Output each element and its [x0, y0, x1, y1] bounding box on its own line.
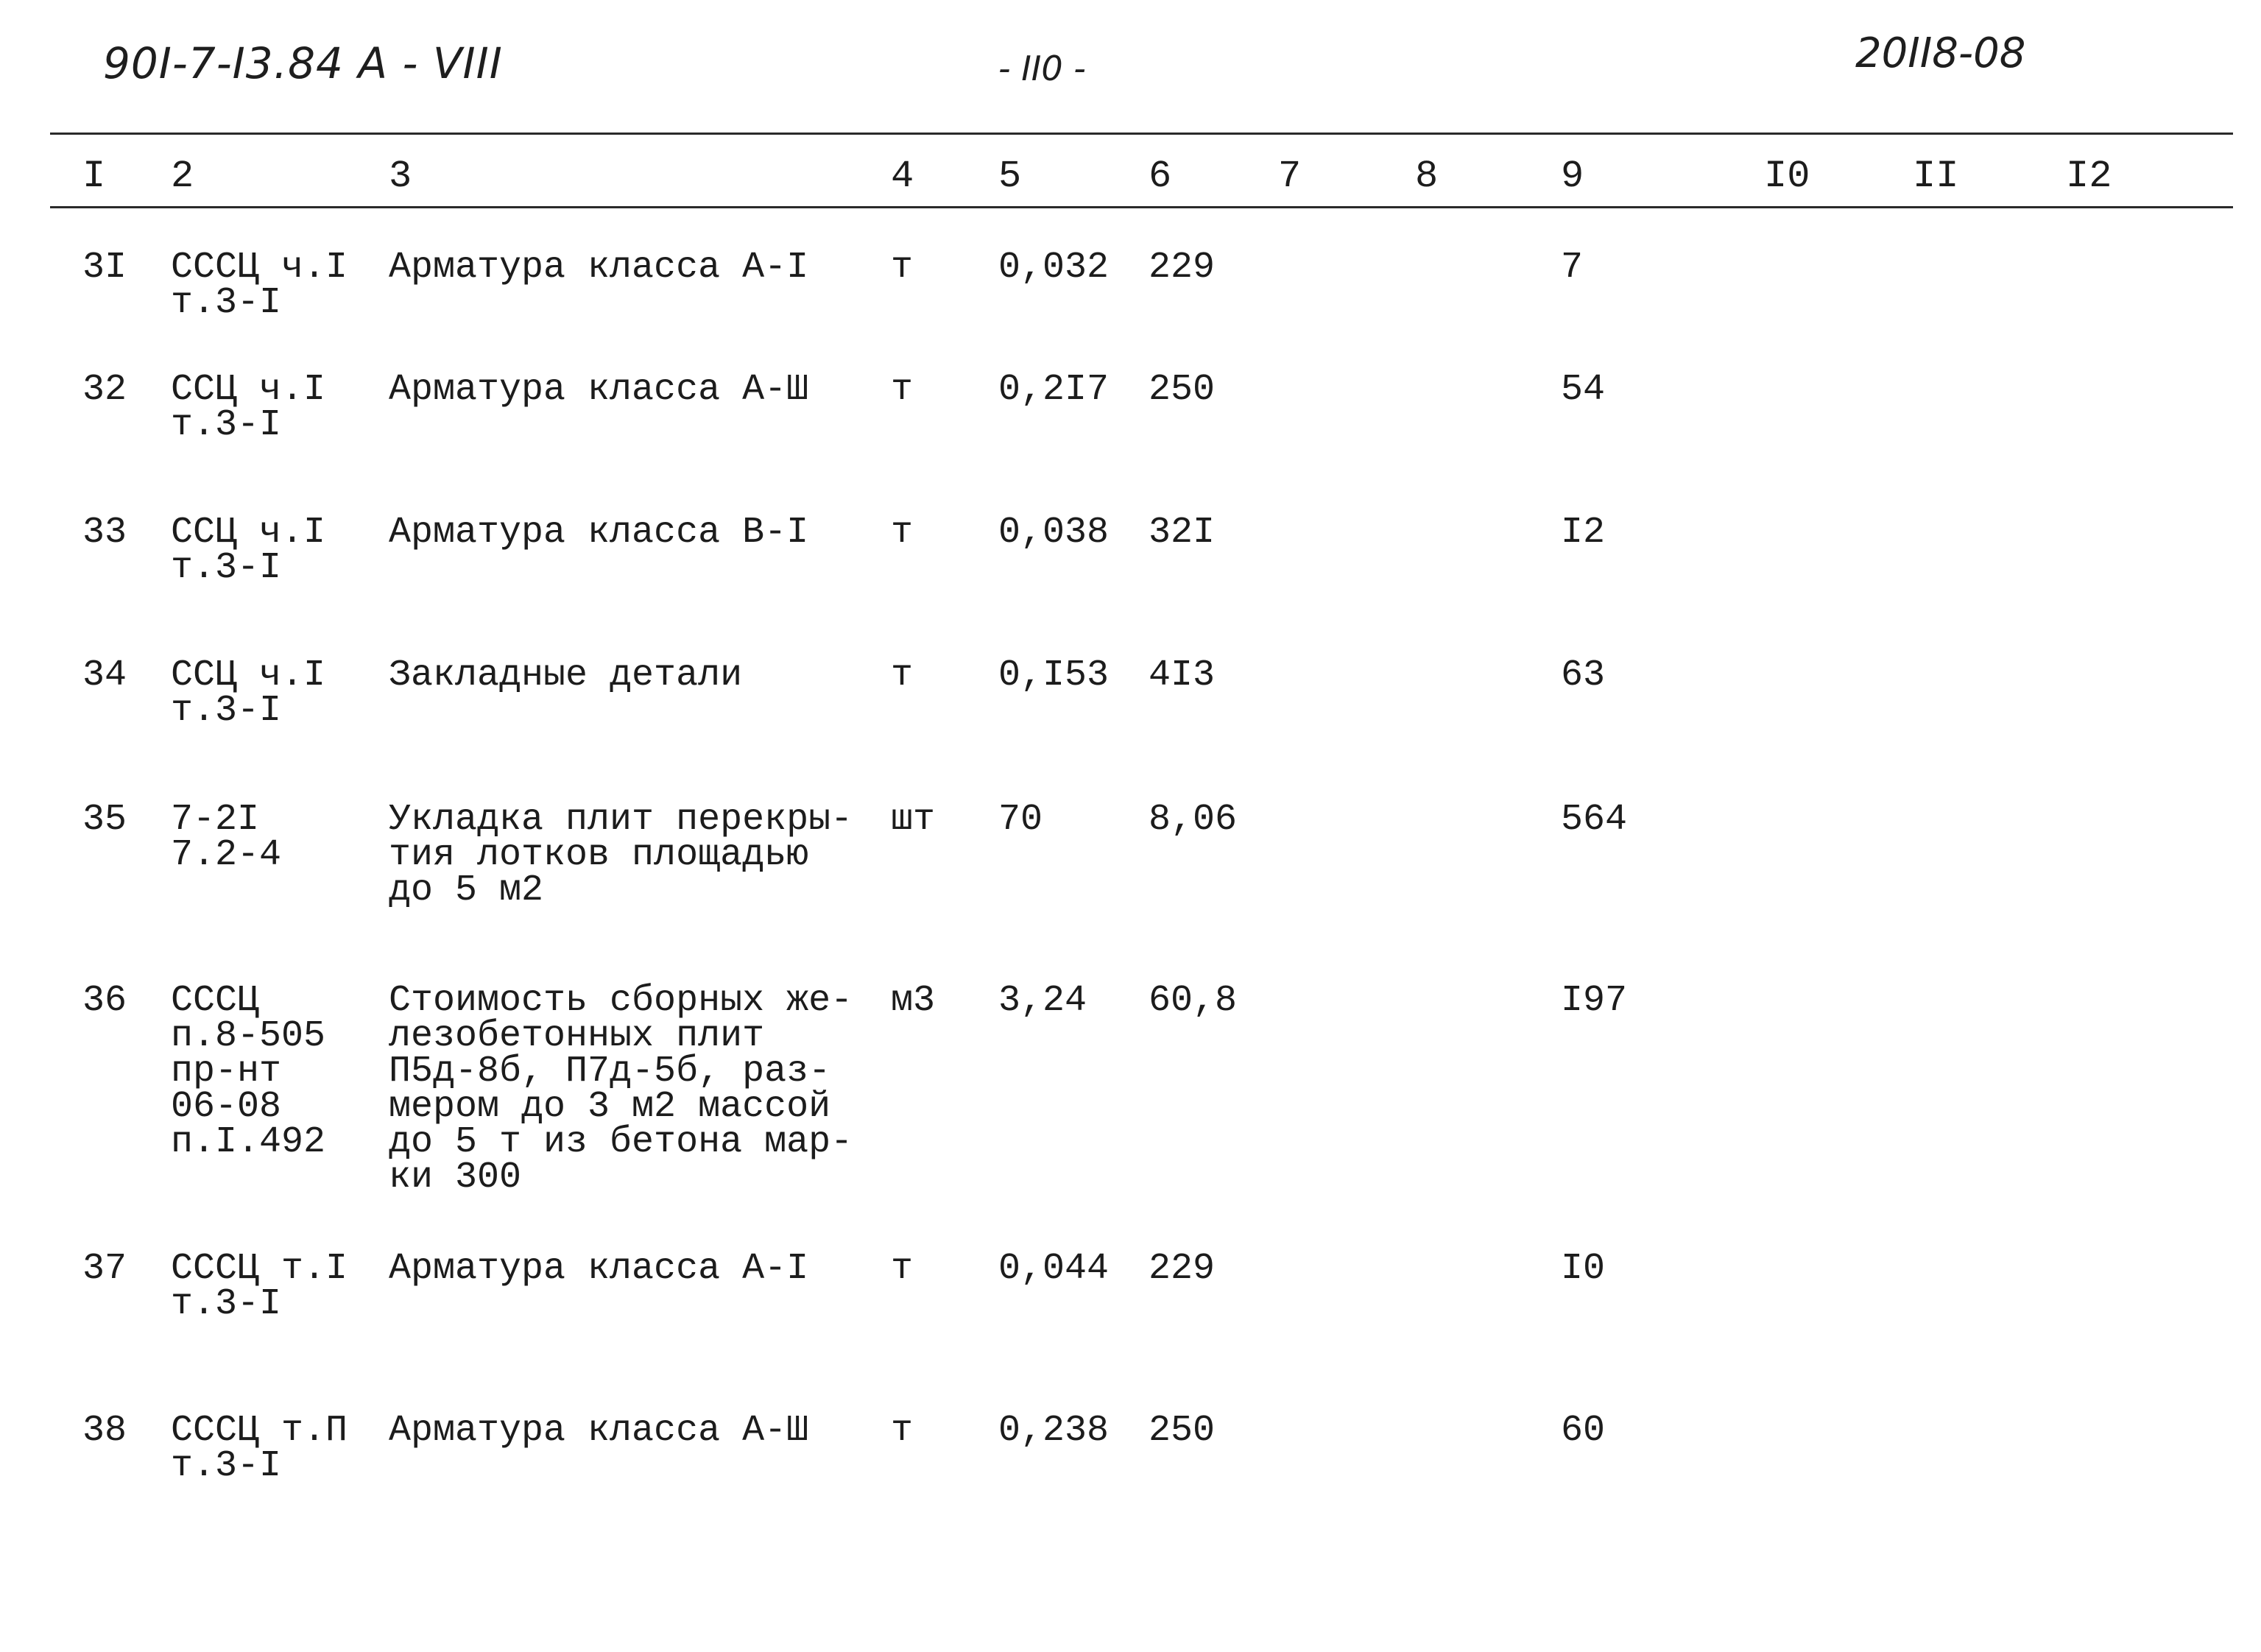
document-code: 90I-7-I3.84 А - VIII — [103, 38, 503, 88]
column-header: 8 — [1415, 155, 1439, 198]
row-number: 32 — [82, 369, 127, 411]
work-name: Арматура класса А-I — [389, 1248, 809, 1290]
quantity: 0,I53 — [998, 654, 1110, 696]
total-cost: I97 — [1561, 980, 1628, 1022]
row-number: 34 — [82, 654, 127, 696]
unit-price: 4I3 — [1149, 654, 1216, 696]
total-cost: 7 — [1561, 247, 1584, 289]
column-header: 4 — [891, 155, 914, 198]
unit: т — [891, 1248, 914, 1290]
rate-code: СССЦ ч.I т.3-I — [171, 247, 348, 324]
quantity: 0,038 — [998, 512, 1110, 554]
rate-code: СССЦ т.П т.3-I — [171, 1410, 348, 1487]
quantity: 0,238 — [998, 1410, 1110, 1452]
unit-price: 8,06 — [1149, 799, 1238, 841]
quantity: 3,24 — [998, 980, 1087, 1022]
column-header: 7 — [1278, 155, 1302, 198]
total-cost: I0 — [1561, 1248, 1606, 1290]
unit-price: 250 — [1149, 369, 1216, 411]
unit-price: 229 — [1149, 247, 1216, 289]
row-number: 33 — [82, 512, 127, 554]
work-name: Арматура класса А-Ш — [389, 1410, 809, 1452]
unit-price: 229 — [1149, 1248, 1216, 1290]
work-name: Закладные детали — [389, 654, 743, 696]
unit: т — [891, 654, 914, 696]
unit-price: 250 — [1149, 1410, 1216, 1452]
header-top-rule — [50, 133, 2233, 135]
unit: т — [891, 512, 914, 554]
column-header: 9 — [1561, 155, 1584, 198]
row-number: 35 — [82, 799, 127, 841]
unit: т — [891, 247, 914, 289]
unit: м3 — [891, 980, 936, 1022]
unit-price: 60,8 — [1149, 980, 1238, 1022]
quantity: 70 — [998, 799, 1043, 841]
column-header: 2 — [171, 155, 194, 198]
row-number: 38 — [82, 1410, 127, 1452]
unit: т — [891, 1410, 914, 1452]
rate-code: СССЦ т.I т.3-I — [171, 1248, 348, 1325]
work-name: Укладка плит перекры- тия лотков площадью до 5 м2 — [389, 799, 853, 911]
work-name: Арматура класса В-I — [389, 512, 809, 554]
rate-code: ССЦ ч.I т.3-I — [171, 369, 326, 446]
column-header: 5 — [998, 155, 1022, 198]
unit-price: 32I — [1149, 512, 1216, 554]
column-header: 6 — [1149, 155, 1172, 198]
column-header: I — [82, 155, 106, 198]
page-number: - II0 - — [998, 49, 1086, 88]
work-name: Арматура класса А-Ш — [389, 369, 809, 411]
work-name: Арматура класса А-I — [389, 247, 809, 289]
rate-code: ССЦ ч.I т.3-I — [171, 512, 326, 589]
rate-code: ССЦ ч.I т.3-I — [171, 654, 326, 732]
header-bottom-rule — [50, 206, 2233, 208]
column-header: 3 — [389, 155, 412, 198]
work-name: Стоимость сборных же- лезобетонных плит П5д-8б, П7д-5б, раз- мером до 3 м2 массой до 5 т из бетона мар- ки 300 — [389, 980, 853, 1199]
column-header: I2 — [2066, 155, 2112, 198]
rate-code: 7-2I 7.2-4 — [171, 799, 282, 876]
total-cost: 54 — [1561, 369, 1606, 411]
unit: шт — [891, 799, 936, 841]
quantity: 0,2I7 — [998, 369, 1110, 411]
column-header: I0 — [1764, 155, 1810, 198]
column-header: II — [1913, 155, 1959, 198]
total-cost: 63 — [1561, 654, 1606, 696]
total-cost: I2 — [1561, 512, 1606, 554]
row-number: 37 — [82, 1248, 127, 1290]
unit: т — [891, 369, 914, 411]
total-cost: 60 — [1561, 1410, 1606, 1452]
rate-code: СССЦ п.8-505 пр-нт 06-08 п.I.492 — [171, 980, 326, 1163]
inventory-number: 20II8-08 — [1855, 29, 2026, 77]
row-number: 3I — [82, 247, 127, 289]
total-cost: 564 — [1561, 799, 1628, 841]
quantity: 0,044 — [998, 1248, 1110, 1290]
quantity: 0,032 — [998, 247, 1110, 289]
row-number: 36 — [82, 980, 127, 1022]
